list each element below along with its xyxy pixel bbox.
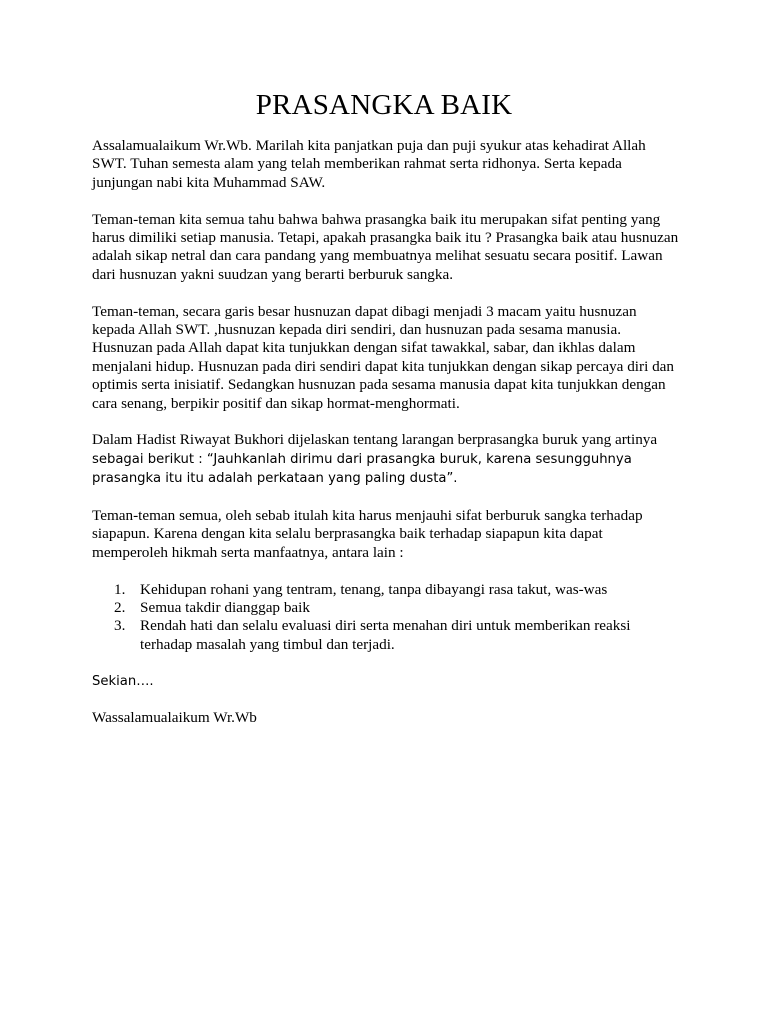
list-item-text: Kehidupan rohani yang tentram, tenang, tanpa dibayangi rasa takut, was-was xyxy=(140,580,608,598)
benefits-list xyxy=(92,581,682,655)
hadith-quote: sebagai berikut : “Jauhkanlah dirimu dari prasangka buruk, karena sesungguhnya prasangka itu itu adalah perkataan yang paling dusta”. xyxy=(92,451,632,487)
hadith-intro: Dalam Hadist Riwayat Bukhori dijelaskan tentang larangan berprasangka buruk yang artinya xyxy=(92,431,658,449)
list-item-number: 3. xyxy=(114,617,126,635)
page-title: PRASANGKA BAIK xyxy=(255,89,513,121)
sekian-text: Sekian…. xyxy=(92,673,154,689)
list-item-text: Rendah hati dan selalu evaluasi diri serta menahan diri untuk memberikan reaksi terhadap masalah yang timbul dan terjadi. xyxy=(140,617,631,653)
paragraph-types: Teman-teman, secara garis besar husnuzan dapat dibagi menjadi 3 macam yaitu husnuzan kepada Allah SWT. ,husnuzan kepada diri sendiri, dan husnuzan pada sesama manusia. Husnuzan pada Allah dapat kita tunjukkan dengan sifat tawakkal, sabar, dan ikhlas dalam menjalani hidup. Husnuzan pada diri sendiri dapat kita tunjukkan dengan sikap percaya diri dan optimis serta inisiatif. Sedangkan husnuzan pada sesama manusia dapat kita tunjukkan dengan cara senang, berpikir positif dan sikap hormat-menghormati. xyxy=(92,302,675,412)
paragraph-conclusion: Teman-teman semua, oleh sebab itulah kita harus menjauhi sifat berburuk sangka terhadap siapapun. Karena dengan kita selalu berprasangka baik terhadap siapapun kita dapat memperoleh hikmah serta manfaatnya, antara lain : xyxy=(92,507,643,561)
document-body xyxy=(92,137,682,746)
paragraph-opening: Assalamualaikum Wr.Wb. Marilah kita panjatkan puja dan puji syukur atas kehadirat Allah SWT. Tuhan semesta alam yang telah memberikan rahmat serta ridhonya. Serta kepada junjungan nabi kita Muhammad SAW. xyxy=(92,137,646,191)
list-item-number: 2. xyxy=(114,599,126,617)
list-item xyxy=(92,617,682,654)
list-item-text: Semua takdir dianggap baik xyxy=(140,599,310,617)
paragraph-hadith xyxy=(92,431,682,488)
list-item-number: 1. xyxy=(114,580,126,598)
paragraph-definition: Teman-teman kita semua tahu bahwa bahwa prasangka baik itu merupakan sifat penting yang harus dimiliki setiap manusia. Tetapi, apakah prasangka baik itu ? Prasangka baik atau husnuzan adalah sikap netral dan cara pandang yang membuatnya melihat sesuatu secara positif. Lawan dari husnuzan yakni suudzan yang berarti berburuk sangka. xyxy=(92,210,679,283)
list-item xyxy=(92,599,682,617)
closing-greeting: Wassalamualaikum Wr.Wb xyxy=(92,709,257,727)
list-item xyxy=(92,581,682,599)
